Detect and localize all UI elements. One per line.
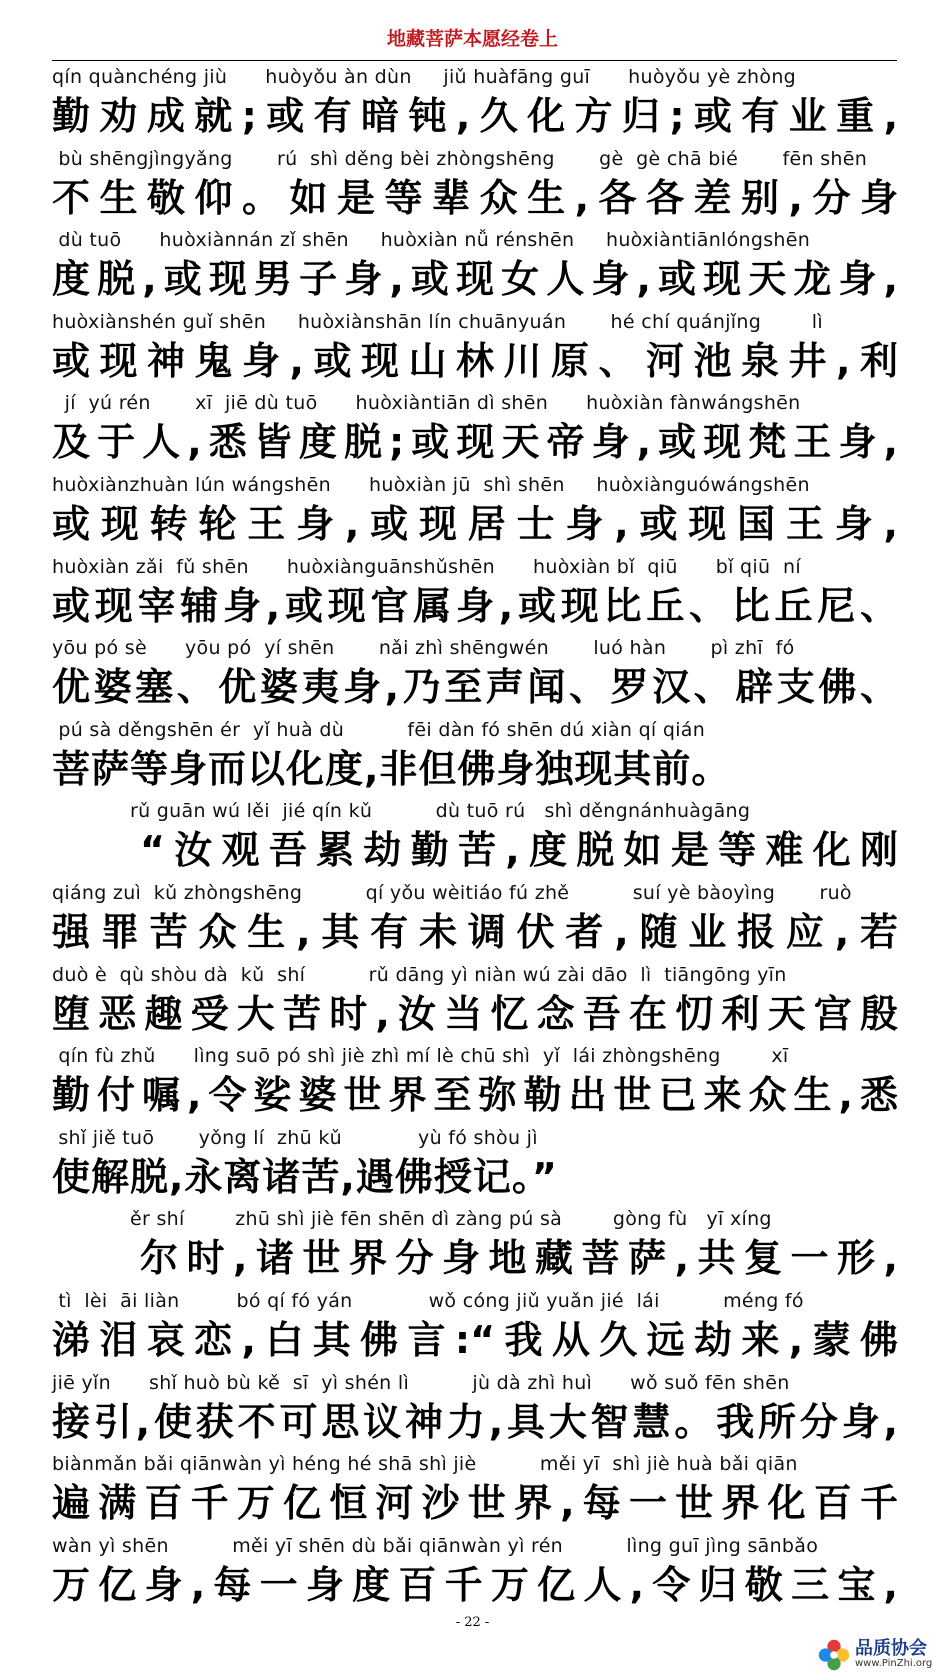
text-line: [52, 554, 898, 636]
text-line: [52, 64, 898, 146]
pinyin-annotation: qín fù zhǔ lìng suō pó shì jiè zhì mí lè chū shì yǐ lái zhòngshēng xī: [52, 1045, 789, 1068]
text-line: [52, 1370, 898, 1452]
pinyin-annotation: duò è qù shòu dà kǔ shí rǔ dāng yì niàn wú zài dāo lì tiāngōng yīn: [52, 963, 787, 986]
header-rule: [52, 60, 897, 61]
chinese-text: 涕泪哀恋,白其佛言:“我从久远劫来,蒙佛: [52, 1317, 898, 1362]
pinyin-annotation: ěr shí zhū shì jiè fēn shēn dì zàng pú sà gòng fù yī xíng: [130, 1208, 772, 1231]
text-line: [52, 1043, 898, 1125]
page-header-title: 地藏菩萨本愿经卷上: [386, 28, 558, 50]
chinese-text: 接引,使获不可思议神力,具大智慧。我所分身,: [52, 1399, 898, 1444]
pinyin-annotation: qiáng zuì kǔ zhòngshēng qí yǒu wèitiáo fú zhě suí yè bàoyìng ruò: [52, 881, 852, 904]
pinyin-annotation: pú sà děngshēn ér yǐ huà dù fēi dàn fó shēn dú xiàn qí qián: [52, 718, 706, 741]
chinese-text: 万亿身,每一身度百千万亿人,令归敬三宝,: [52, 1562, 898, 1607]
logo-url: www.PinZhi.org: [855, 1658, 933, 1669]
chinese-text: 强罪苦众生,其有未调伏者,随业报应,若: [52, 909, 898, 954]
pinyin-annotation: dù tuō huòxiànnán zǐ shēn huòxiàn nǚ rénshēn huòxiàntiānlóngshēn: [52, 229, 811, 252]
chinese-text: 遍满百千万亿恒河沙世界,每一世界化百千: [52, 1481, 898, 1526]
chinese-text: “汝观吾累劫勤苦,度脱如是等难化刚: [140, 828, 898, 873]
text-line: [52, 1206, 898, 1288]
chinese-text: 及于人,悉皆度脱;或现天帝身,或现梵王身,: [52, 420, 898, 465]
flower-logo-icon: [815, 1636, 853, 1674]
chinese-text: 勤付嘱,令娑婆世界至弥勒出世已来众生,悉: [52, 1073, 898, 1118]
chinese-text: 勤劝成就;或有暗钝,久化方归;或有业重,: [52, 94, 898, 138]
chinese-text: 度脱,或现男子身,或现女人身,或现天龙身,: [52, 257, 898, 302]
page-number: - 22 -: [455, 1615, 490, 1630]
chinese-text: 不生敬仰。如是等辈众生,各各差别,分身: [52, 175, 898, 220]
chinese-text: 或现神鬼身,或现山林川原、河池泉井,利: [52, 338, 898, 383]
text-line: [52, 227, 898, 309]
pinyin-annotation: jí yú rén xī jiē dù tuō huòxiàntiān dì shēn huòxiàn fànwángshēn: [52, 392, 801, 415]
text-line: [52, 1288, 898, 1370]
text-line: [52, 1125, 898, 1207]
pinyin-annotation: tì lèi āi liàn bó qí fó yán wǒ cóng jiǔ yuǎn jié lái méng fó: [52, 1289, 804, 1312]
text-line: [52, 1533, 898, 1615]
scripture-text: [52, 64, 898, 1614]
pinyin-annotation: biànmǎn bǎi qiānwàn yì héng hé shā shì jiè měi yī shì jiè huà bǎi qiān: [52, 1453, 798, 1476]
text-line: [52, 309, 898, 391]
pinyin-annotation: wàn yì shēn měi yī shēn dù bǎi qiānwàn yì rén lìng guī jìng sānbǎo: [52, 1534, 819, 1557]
text-line: [52, 798, 898, 880]
text-line: [52, 146, 898, 228]
text-line: [52, 1451, 898, 1533]
chinese-text: 菩萨等身而以化度,非但佛身独现其前。: [52, 746, 731, 791]
pinyin-annotation: huòxiànshén guǐ shēn huòxiànshān lín chuānyuán hé chí quánjǐng lì: [52, 310, 823, 333]
pinyin-annotation: huòxiànzhuàn lún wángshēn huòxiàn jū shì shēn huòxiànguówángshēn: [52, 473, 810, 496]
chinese-text: 或现转轮王身,或现居士身,或现国王身,: [52, 501, 898, 546]
pinyin-annotation: huòxiàn zǎi fǔ shēn huòxiànguānshǔshēn huòxiàn bǐ qiū bǐ qiū ní: [52, 555, 801, 578]
pinyin-annotation: shǐ jiě tuō yǒng lí zhū kǔ yù fó shòu jì: [52, 1126, 538, 1149]
text-line: [52, 472, 898, 554]
text-line: [52, 880, 898, 962]
text-line: [52, 635, 898, 717]
chinese-text: 尔时,诸世界分身地藏菩萨,共复一形,: [140, 1236, 898, 1281]
pinyin-annotation: bù shēngjìngyǎng rú shì děng bèi zhòngshēng gè gè chā bié fēn shēn: [52, 147, 868, 170]
pinyin-annotation: jiē yǐn shǐ huò bù kě sī yì shén lì jù dà zhì huì wǒ suǒ fēn shēn: [52, 1371, 790, 1394]
chinese-text: 使解脱,永离诸苦,遇佛授记。”: [52, 1154, 558, 1199]
pinyin-annotation: yōu pó sè yōu pó yí shēn nǎi zhì shēngwén luó hàn pì zhī fó: [52, 637, 795, 660]
text-line: [52, 962, 898, 1044]
pinyin-annotation: qín quànchéng jiù huòyǒu àn dùn jiǔ huàfāng guī huòyǒu yè zhòng: [52, 66, 797, 88]
chinese-text: 或现宰辅身,或现官属身,或现比丘、比丘尼、: [52, 583, 898, 628]
text-line: [52, 390, 898, 472]
chinese-text: 堕恶趣受大苦时,汝当忆念吾在忉利天宫殷: [52, 991, 898, 1036]
text-line: [52, 717, 898, 799]
chinese-text: 优婆塞、优婆夷身,乃至声闻、罗汉、辟支佛、: [52, 665, 898, 710]
pinyin-annotation: rǔ guān wú lěi jié qín kǔ dù tuō rú shì děngnánhuàgāng: [130, 800, 751, 823]
logo-name: 品质协会: [855, 1638, 927, 1659]
publisher-logo: [815, 1634, 940, 1678]
